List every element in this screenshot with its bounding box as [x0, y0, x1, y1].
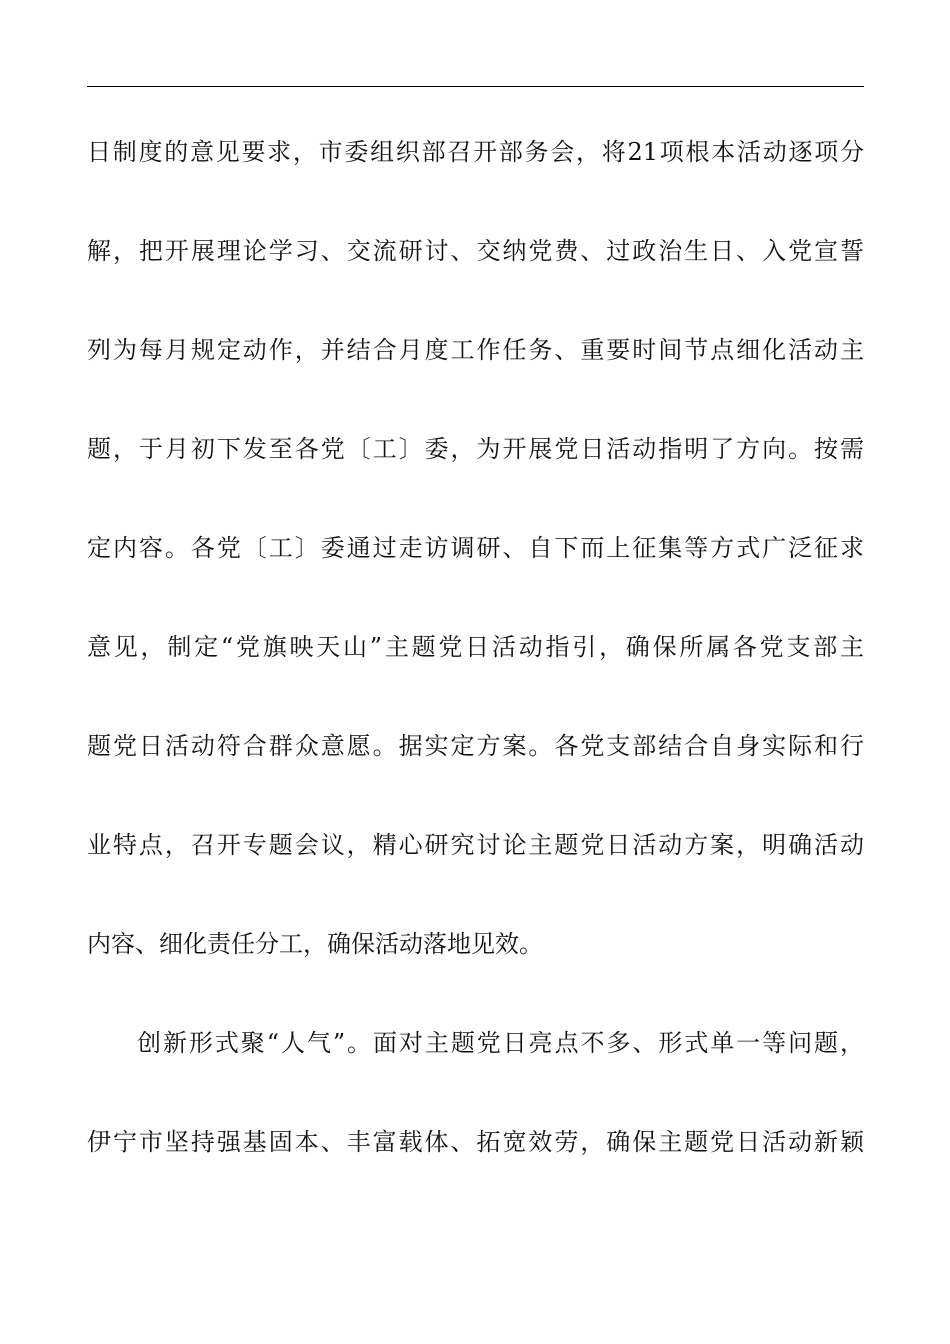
- text-line-3: 列为每月规定动作，并结合月度工作任务、重要时间节点细化活动主: [87, 336, 864, 364]
- text-line-8: 业特点，召开专题会议，精心研究讨论主题党日活动方案，明确活动: [87, 831, 864, 859]
- text-line-5: 定内容。各党〔工〕委通过走访调研、自下而上征集等方式广泛征求: [87, 534, 864, 562]
- text-line-2: 解，把开展理论学习、交流研讨、交纳党费、过政治生日、入党宣誓: [87, 237, 864, 265]
- text-line-7: 题党日活动符合群众意愿。据实定方案。各党支部结合自身实际和行: [87, 732, 864, 760]
- text-line-10: 创新形式聚“人气”。面对主题党日亮点不多、形式单一等问题，: [137, 1029, 864, 1057]
- text-line-6: 意见，制定“党旗映天山”主题党日活动指引，确保所属各党支部主: [87, 633, 864, 661]
- text-line-4: 题，于月初下发至各党〔工〕委，为开展党日活动指明了方向。按需: [87, 435, 864, 463]
- header-rule: [87, 86, 864, 87]
- text-line-11: 伊宁市坚持强基固本、丰富载体、拓宽效劳，确保主题党日活动新颖: [87, 1128, 864, 1156]
- document-body: [87, 122, 864, 1211]
- text-line-1: 日制度的意见要求，市委组织部召开部务会，将21项根本活动逐项分: [87, 138, 864, 166]
- text-line-9: 内容、细化责任分工，确保活动落地见效。: [87, 930, 543, 958]
